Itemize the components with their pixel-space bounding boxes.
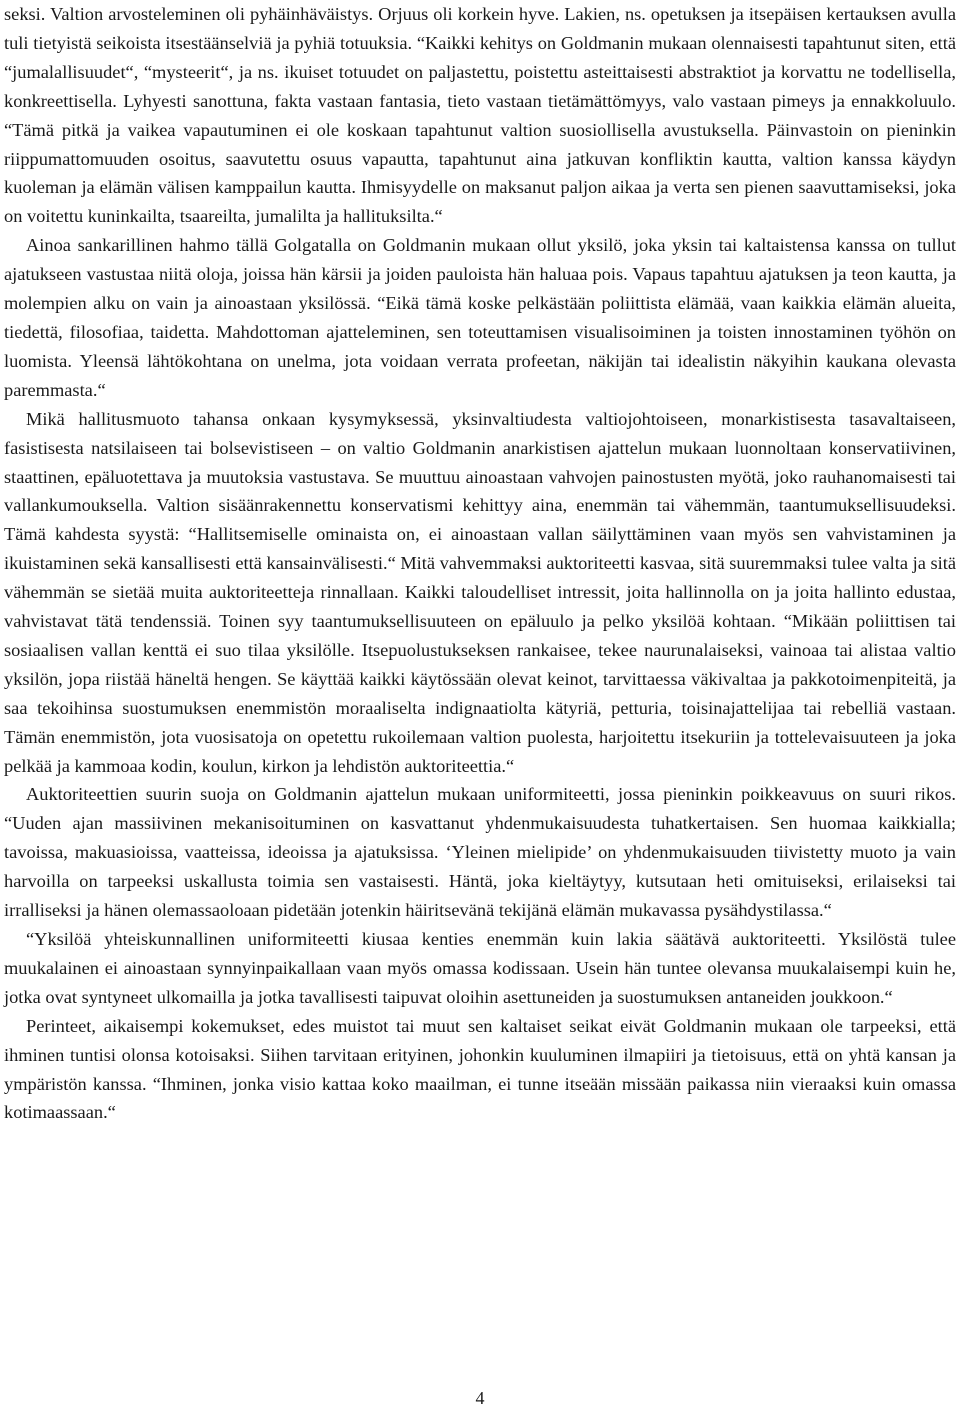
paragraph: Auktoriteettien suurin suoja on Goldmanin ajattelun mukaan uniformiteetti, jossa pieninkin poikkeavuus on suuri rikos. “Uuden ajan massiivinen mekanisoituminen on kasvattanut yhdenmukaisuudesta tuhatkertaisen. Sen huomaa kaikkialla; tavoissa, makuasioissa, vaatteissa, ideoissa ja ajatuksissa. ‘Yleinen mielipide’ on yhdenmukaisuuden tiivistetty muoto ja vain harvoilla on tarpeeksi uskallusta toimia sen vastaisesti. Häntä, joka kieltäytyy, kutsutaan heti omituiseksi, erilaiseksi tai irralliseksi ja hänen olemassaoloaan pidetään jotenkin häiritsevänä tekijänä elämän mukavassa pysähdystilassa.“: [4, 784, 956, 921]
paragraph: “Yksilöä yhteiskunnallinen uniformiteetti kiusaa kenties enemmän kuin lakia säätävä auktoriteetti. Yksilöstä tulee muukalainen ei ainoastaan synnyinpaikallaan vaan myös omassa kodissaan. Usein hän tuntee olevansa muukalaisempi kuin he, jotka ovat syntyneet ulkomailla ja jotka tavallisesti taipuvat oloihin asettuneiden ja suostumuksen antaneiden joukkoon.“: [4, 929, 956, 1007]
document-body: [4, 0, 956, 1127]
paragraph: Mikä hallitusmuoto tahansa onkaan kysymyksessä, yksinvaltiudesta valtiojohtoiseen, monarkistisesta tasavaltaiseen, fasistisesta natsilaiseen tai bolsevistiseen – on valtio Goldmanin anarkistisen ajattelun mukaan luonnoltaan konservatiivinen, staattinen, epäluotettava ja muutoksia vastustava. Se muuttuu ainoastaan vahvojen painostusten myötä, joko rauhanomaisesti tai vallankumouksella. Valtion sisäänrakennettu konservatismi kehittyy aina, enemmän tai vähemmän, taantumuksellisuudeksi. Tämä kahdesta syystä: “Hallitsemiselle ominaista on, ei ainoastaan vallan säilyttäminen vaan myös sen vahvistaminen ja ikuistaminen sekä kansallisesti että kansainvälisesti.“ Mitä vahvemmaksi auktoriteetti kasvaa, sitä suuremmaksi tulee valta ja sitä vähemmän se sietää muita auktoriteetteja rinnallaan. Kaikki taloudelliset intressit, joita hallinnolla on ja joita hallinto edustaa, vahvistavat tätä tendenssiä. Toinen syy taantumuksellisuuteen on epäluulo ja pelko yksilöä kohtaan. “Mikään poliittisen tai sosiaalisen vallan kenttä ei suo tilaa yksilölle. Itsepuolustukseksen rankaisee, tekee naurunalaiseksi, vainoaa tai alistaa valtio yksilön, jopa riistää häneltä hengen. Se käyttää kaikki käytössään olevat keinot, tarvittaessa väkivaltaa ja pakkotoimenpiteitä, ja saa tekoihinsa suostumuksen enemmistön moraaliselta indignaatiolta kätyriä, petturia, toisinajattelijaa tai rebelliä vastaan. Tämän enemmistön, jota vuosisatoja on opetettu rukoilemaan valtion puolesta, harjoitettu itsekuriin ja tottelevaisuuteen ja joka pelkää ja kammoaa kodin, koulun, kirkon ja lehdistön auktoriteettia.“: [4, 408, 956, 776]
paragraph: seksi. Valtion arvosteleminen oli pyhäinhäväistys. Orjuus oli korkein hyve. Lakien, ns. opetuksen ja itsepäisen kertauksen avulla tuli tietyistä seikoista itsestäänselviä ja pyhiä totuuksia. “Kaikki kehitys on Goldmanin mukaan olennaisesti tapahtunut siten, että “jumalallisuudet“, “mysteerit“, ja ns. ikuiset totuudet on paljastettu, poistettu asteittaisesti abstraktiot ja korvattu ne todellisella, konkreettisella. Lyhyesti sanottuna, fakta vastaan fantasia, tieto vastaan tietämättömyys, valo vastaan pimeys ja ennakkoluulo. “Tämä pitkä ja vaikea vapautuminen ei ole koskaan tapahtunut valtion suosiollisella avustuksella. Päinvastoin on pieninkin riippumattomuuden osoitus, saavutettu osuus vapautta, tapahtunut aina jatkuvan konfliktin kautta, valtion kanssa käydyn kuoleman ja elämän välisen kamppailun kautta. Ihmisyydelle on maksanut paljon aikaa ja verta sen pienen saavuttamiseksi, joka on voitettu kuninkailta, tsaareilta, jumalilta ja hallituksilta.“: [4, 4, 956, 227]
paragraph: Perinteet, aikaisempi kokemukset, edes muistot tai muut sen kaltaiset seikat eivät Goldmanin mukaan ole tarpeeksi, että ihminen tuntisi olonsa kotoisaksi. Siihen tarvitaan erityinen, johonkin kuuluminen ilmapiiri ja tietoisuus, että on yhtä kansan ja ympäristön kanssa. “Ihminen, jonka visio kattaa koko maailman, ei tunne itseään missään paikassa niin vieraaksi kuin omassa kotimaassaan.“: [4, 1015, 956, 1123]
page-number: 4: [475, 1388, 485, 1408]
paragraph: Ainoa sankarillinen hahmo tällä Golgatalla on Goldmanin mukaan ollut yksilö, joka yksin tai kaltaistensa kanssa on tullut ajatukseen vastustaa niitä oloja, joissa hän kärsii ja joiden pauloista hän haluaa pois. Vapaus tapahtuu ajatuksen ja teon kautta, ja molempien alku on vain ja ainoastaan yksilössä. “Eikä tämä koske pelkästään poliittista elämää, vaan kaikkia elämän alueita, tiedettä, filosofiaa, taidetta. Mahdottoman ajatteleminen, sen toteuttamisen visualisoiminen ja toisten innostaminen työhön on luomista. Yleensä lähtökohtana on unelma, jota voidaan verrata profeetan, näkijän tai idealistin näkyihin kaukana olevasta paremmasta.“: [4, 235, 956, 400]
